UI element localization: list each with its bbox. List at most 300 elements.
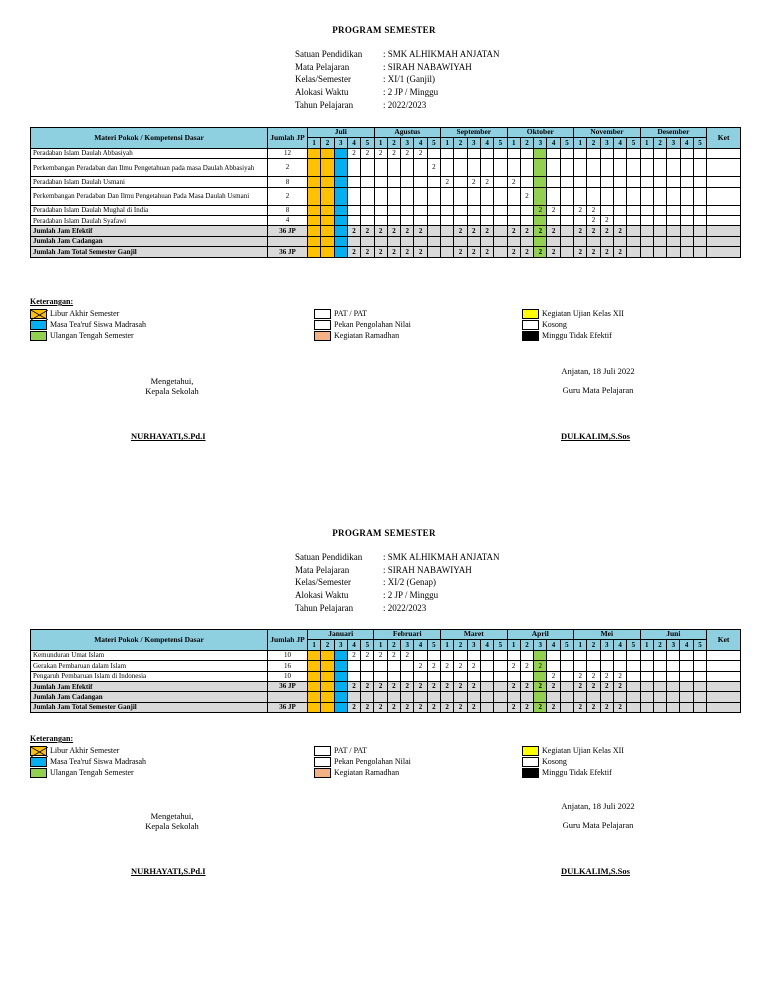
row-jumlah: 8 (268, 177, 308, 187)
week-cell (308, 692, 321, 702)
week-cell: 2 (547, 247, 560, 257)
doc1-sign-left-name: NURHAYATI,S.Pd.I (131, 431, 206, 441)
row-ket (707, 187, 741, 205)
week-cell: 2 (534, 661, 547, 671)
legend-ujian (522, 745, 624, 756)
week-cell (480, 702, 493, 712)
legend-swatch (522, 768, 539, 778)
legend-uts (30, 767, 134, 778)
week-cell (667, 159, 680, 177)
week-cell (480, 215, 493, 225)
week-cell: 2 (361, 681, 374, 691)
row-jumlah (268, 236, 308, 246)
week-cell: 2 (520, 187, 533, 205)
row-jumlah: 36 JP (268, 226, 308, 236)
week-cell: 2 (467, 177, 480, 187)
row-ket (707, 215, 741, 225)
header-week: 1 (574, 640, 587, 650)
legend-libur (30, 308, 119, 319)
week-cell: 2 (520, 226, 533, 236)
week-cell (534, 177, 547, 187)
table-row (31, 671, 741, 681)
table-row (31, 702, 741, 712)
row-ket (707, 205, 741, 215)
legend-label: Ulangan Tengah Semester (50, 331, 134, 340)
table-row (31, 215, 741, 225)
week-cell (374, 692, 387, 702)
week-cell: 2 (441, 702, 454, 712)
info-label: Satuan Pendidikan (295, 552, 363, 562)
week-cell (600, 177, 613, 187)
week-cell (640, 187, 653, 205)
week-cell (454, 205, 467, 215)
week-cell (361, 177, 374, 187)
week-cell: 2 (414, 226, 427, 236)
header-month: Januari (308, 630, 374, 640)
week-cell (334, 187, 347, 205)
doc1-sign-guru: Guru Mata Pelajaran (562, 385, 634, 395)
week-cell: 2 (401, 247, 414, 257)
week-cell (387, 159, 400, 177)
week-cell (640, 671, 653, 681)
week-cell (480, 671, 493, 681)
doc1-sign-right-name: DULKALIM,S.Sos (561, 431, 630, 441)
header-week: 3 (667, 640, 680, 650)
week-cell (613, 692, 626, 702)
week-cell (494, 681, 507, 691)
week-cell (653, 215, 666, 225)
week-cell: 2 (600, 702, 613, 712)
week-cell (347, 661, 360, 671)
header-week: 3 (600, 138, 613, 148)
week-cell (454, 177, 467, 187)
week-cell (441, 205, 454, 215)
week-cell (361, 215, 374, 225)
week-cell (587, 187, 600, 205)
week-cell (387, 671, 400, 681)
info-label: Alokasi Waktu (295, 590, 349, 601)
week-cell (308, 650, 321, 660)
week-cell: 2 (467, 247, 480, 257)
week-cell (321, 681, 334, 691)
week-cell (401, 671, 414, 681)
header-week: 3 (334, 640, 347, 650)
legend-label: Libur Akhir Semester (50, 746, 120, 755)
week-cell (334, 702, 347, 712)
week-cell: 2 (414, 702, 427, 712)
week-cell (560, 177, 573, 187)
header-week: 2 (387, 640, 400, 650)
week-cell (387, 661, 400, 671)
week-cell: 2 (427, 702, 440, 712)
week-cell (693, 692, 706, 702)
week-cell (560, 159, 573, 177)
week-cell (653, 236, 666, 246)
header-week: 5 (627, 138, 640, 148)
week-cell: 2 (520, 681, 533, 691)
legend-swatch (522, 331, 539, 341)
week-cell: 2 (480, 247, 493, 257)
week-cell (347, 205, 360, 215)
week-cell (560, 702, 573, 712)
week-cell (547, 177, 560, 187)
week-cell (321, 661, 334, 671)
row-materi: Jumlah Jam Total Semester Ganjil (31, 247, 268, 257)
week-cell (534, 692, 547, 702)
week-cell (308, 671, 321, 681)
week-cell (667, 177, 680, 187)
header-week: 1 (308, 640, 321, 650)
info-value: : SMK ALHIKMAH ANJATAN (383, 49, 500, 59)
week-cell (467, 215, 480, 225)
row-materi: Gerakan Pembaruan dalam Islam (31, 661, 268, 671)
week-cell (574, 187, 587, 205)
week-cell (600, 148, 613, 158)
week-cell (640, 205, 653, 215)
week-cell (308, 661, 321, 671)
week-cell (401, 187, 414, 205)
header-week: 3 (600, 640, 613, 650)
week-cell: 2 (467, 681, 480, 691)
week-cell: 2 (347, 702, 360, 712)
week-cell (480, 236, 493, 246)
week-cell (693, 177, 706, 187)
week-cell (427, 236, 440, 246)
week-cell: 2 (547, 226, 560, 236)
week-cell (467, 159, 480, 177)
week-cell (374, 671, 387, 681)
header-week: 3 (467, 640, 480, 650)
week-cell (414, 650, 427, 660)
legend-label: Ulangan Tengah Semester (50, 768, 134, 777)
table-row (31, 247, 741, 257)
header-month: Februari (374, 630, 441, 640)
week-cell (507, 671, 520, 681)
week-cell (441, 247, 454, 257)
week-cell (427, 148, 440, 158)
info-value: : 2 JP / Minggu (383, 87, 439, 98)
week-cell (494, 177, 507, 187)
week-cell (321, 187, 334, 205)
week-cell (627, 226, 640, 236)
legend-pekan (314, 756, 411, 767)
doc2-sign-right (548, 801, 648, 830)
week-cell (334, 247, 347, 257)
row-ket (707, 159, 741, 177)
week-cell (441, 187, 454, 205)
week-cell (653, 247, 666, 257)
week-cell (334, 159, 347, 177)
week-cell (614, 148, 627, 158)
week-cell (547, 692, 560, 702)
row-jumlah: 36 JP (268, 681, 308, 691)
week-cell (560, 226, 573, 236)
doc1-sign-date: Anjatan, 18 Juli 2022 (561, 366, 635, 376)
week-cell: 2 (574, 681, 587, 691)
legend-ramadhan (314, 330, 399, 341)
week-cell (587, 661, 600, 671)
week-cell (627, 159, 640, 177)
week-cell (414, 236, 427, 246)
week-cell (560, 236, 573, 246)
row-materi: Peradaban Islam Daulah Usmani (31, 177, 268, 187)
week-cell (560, 187, 573, 205)
week-cell (560, 247, 573, 257)
week-cell (680, 650, 693, 660)
doc1-info (295, 48, 500, 112)
legend-label: Kosong (542, 320, 567, 329)
week-cell (667, 661, 680, 671)
week-cell (480, 692, 493, 702)
week-cell (627, 236, 640, 246)
header-ket: Ket (707, 630, 741, 651)
info-row (295, 48, 500, 61)
week-cell: 2 (467, 702, 480, 712)
header-week: 2 (587, 640, 600, 650)
legend-label: PAT / PAT (334, 746, 368, 755)
week-cell (454, 236, 467, 246)
header-week: 1 (640, 138, 653, 148)
week-cell (441, 236, 454, 246)
header-month: Juli (308, 128, 375, 138)
week-cell (321, 236, 334, 246)
week-cell: 2 (614, 247, 627, 257)
legend-title: Keterangan: (30, 734, 74, 743)
week-cell (494, 671, 507, 681)
week-cell (587, 236, 600, 246)
week-cell (667, 236, 680, 246)
week-cell: 2 (507, 226, 520, 236)
info-label: Kelas/Semester (295, 577, 351, 588)
legend-pekan (314, 319, 411, 330)
row-jumlah: 12 (268, 148, 308, 158)
week-cell (347, 159, 360, 177)
header-week: 1 (308, 138, 321, 148)
legend-label: Kegiatan Ujian Kelas XII (542, 746, 624, 755)
week-cell (667, 148, 680, 158)
week-cell (614, 177, 627, 187)
week-cell (374, 205, 387, 215)
week-cell (640, 226, 653, 236)
week-cell (321, 205, 334, 215)
week-cell (534, 187, 547, 205)
week-cell (653, 205, 666, 215)
week-cell (667, 187, 680, 205)
week-cell (600, 205, 613, 215)
legend-swatch (314, 331, 331, 341)
row-ket (707, 681, 741, 691)
week-cell: 2 (347, 650, 360, 660)
week-cell (574, 692, 587, 702)
week-cell (653, 148, 666, 158)
week-cell (693, 650, 706, 660)
week-cell (480, 159, 493, 177)
week-cell (401, 177, 414, 187)
week-cell (361, 692, 374, 702)
week-cell (494, 247, 507, 257)
legend-label: Kegiatan Ramadhan (334, 331, 400, 340)
week-cell (547, 148, 560, 158)
info-row (295, 576, 500, 589)
info-row (295, 564, 500, 577)
week-cell (308, 215, 321, 225)
week-cell: 2 (427, 681, 440, 691)
week-cell (534, 148, 547, 158)
week-cell (680, 215, 693, 225)
legend-pat (314, 308, 367, 319)
week-cell (560, 148, 573, 158)
table-row (31, 205, 741, 215)
info-row (295, 602, 500, 615)
week-cell (627, 148, 640, 158)
week-cell (427, 215, 440, 225)
week-cell (414, 205, 427, 215)
header-week: 3 (401, 138, 414, 148)
week-cell (614, 205, 627, 215)
week-cell: 2 (454, 661, 467, 671)
week-cell: 2 (547, 681, 560, 691)
week-cell (693, 661, 706, 671)
row-jumlah: 10 (268, 650, 308, 660)
week-cell (467, 692, 480, 702)
legend-label: Minggu Tidak Efektif (542, 331, 612, 340)
week-cell (560, 671, 573, 681)
week-cell (321, 702, 334, 712)
doc2-sign-mengetahui: Mengetahui, (150, 811, 194, 821)
week-cell (494, 236, 507, 246)
legend-swatch (522, 320, 539, 330)
week-cell (454, 671, 467, 681)
week-cell (401, 236, 414, 246)
week-cell (374, 159, 387, 177)
week-cell: 2 (614, 226, 627, 236)
week-cell: 2 (600, 671, 613, 681)
legend-swatch (30, 331, 47, 341)
week-cell (494, 159, 507, 177)
week-cell: 2 (374, 702, 387, 712)
legend-title: Keterangan: (30, 297, 74, 306)
row-ket (707, 650, 741, 660)
week-cell: 2 (414, 681, 427, 691)
row-jumlah: 36 JP (268, 247, 308, 257)
info-row (295, 61, 500, 74)
week-cell (507, 692, 520, 702)
doc1-sign-kepala: Kepala Sekolah (145, 386, 199, 396)
week-cell (560, 692, 573, 702)
week-cell (667, 692, 680, 702)
week-cell: 2 (441, 681, 454, 691)
week-cell (467, 148, 480, 158)
header-week: 5 (427, 138, 440, 148)
header-week: 1 (507, 138, 520, 148)
week-cell (613, 650, 626, 660)
legend-label: Kosong (542, 757, 567, 766)
week-cell: 2 (414, 661, 427, 671)
week-cell (587, 159, 600, 177)
week-cell (427, 692, 440, 702)
week-cell (467, 236, 480, 246)
week-cell (308, 247, 321, 257)
row-materi: Jumlah Jam Cadangan (31, 236, 268, 246)
header-month: September (441, 128, 508, 138)
week-cell (680, 702, 693, 712)
week-cell: 2 (374, 681, 387, 691)
week-cell: 2 (361, 702, 374, 712)
week-cell (441, 148, 454, 158)
week-cell (507, 159, 520, 177)
row-ket (707, 247, 741, 257)
header-month: Juni (640, 630, 707, 640)
header-materi: Materi Pokok / Kompetensi Dasar (31, 128, 268, 149)
week-cell: 2 (414, 148, 427, 158)
legend-ramadhan (314, 767, 399, 778)
week-cell (520, 215, 533, 225)
week-cell: 2 (361, 247, 374, 257)
week-cell (547, 187, 560, 205)
row-materi: Perkembangan Peradaban Dan Ilmu Pengetahuan Pada Masa Daulah Usmani (31, 187, 268, 205)
week-cell (534, 236, 547, 246)
week-cell (467, 650, 480, 660)
week-cell: 2 (587, 247, 600, 257)
table-row (31, 226, 741, 236)
week-cell: 2 (441, 177, 454, 187)
week-cell: 2 (547, 702, 560, 712)
info-label: Mata Pelajaran (295, 61, 350, 72)
week-cell (387, 187, 400, 205)
header-week: 5 (693, 640, 706, 650)
week-cell (640, 247, 653, 257)
week-cell (640, 159, 653, 177)
row-jumlah (268, 692, 308, 702)
header-ket: Ket (707, 128, 741, 149)
legend-swatch (30, 746, 47, 756)
header-week: 2 (387, 138, 400, 148)
week-cell: 2 (427, 661, 440, 671)
week-cell (693, 215, 706, 225)
week-cell: 2 (387, 681, 400, 691)
week-cell: 2 (600, 215, 613, 225)
week-cell (441, 226, 454, 236)
week-cell (640, 148, 653, 158)
doc2-sign-left-name: NURHAYATI,S.Pd.I (131, 866, 206, 876)
row-ket (707, 661, 741, 671)
row-jumlah: 16 (268, 661, 308, 671)
week-cell (693, 247, 706, 257)
row-ket (707, 671, 741, 681)
week-cell: 2 (454, 247, 467, 257)
week-cell (520, 692, 533, 702)
week-cell: 2 (387, 148, 400, 158)
week-cell (374, 661, 387, 671)
legend-tidak-efektif (522, 330, 612, 341)
week-cell (640, 236, 653, 246)
week-cell (387, 205, 400, 215)
week-cell (627, 650, 640, 660)
week-cell: 2 (347, 226, 360, 236)
header-week: 3 (534, 138, 547, 148)
week-cell: 2 (387, 702, 400, 712)
week-cell (441, 650, 454, 660)
week-cell (321, 159, 334, 177)
week-cell (640, 177, 653, 187)
week-cell: 2 (587, 671, 600, 681)
week-cell: 2 (374, 650, 387, 660)
table-row (31, 692, 741, 702)
week-cell (600, 187, 613, 205)
doc1-legend (0, 297, 768, 347)
week-cell (640, 661, 653, 671)
week-cell (627, 692, 640, 702)
